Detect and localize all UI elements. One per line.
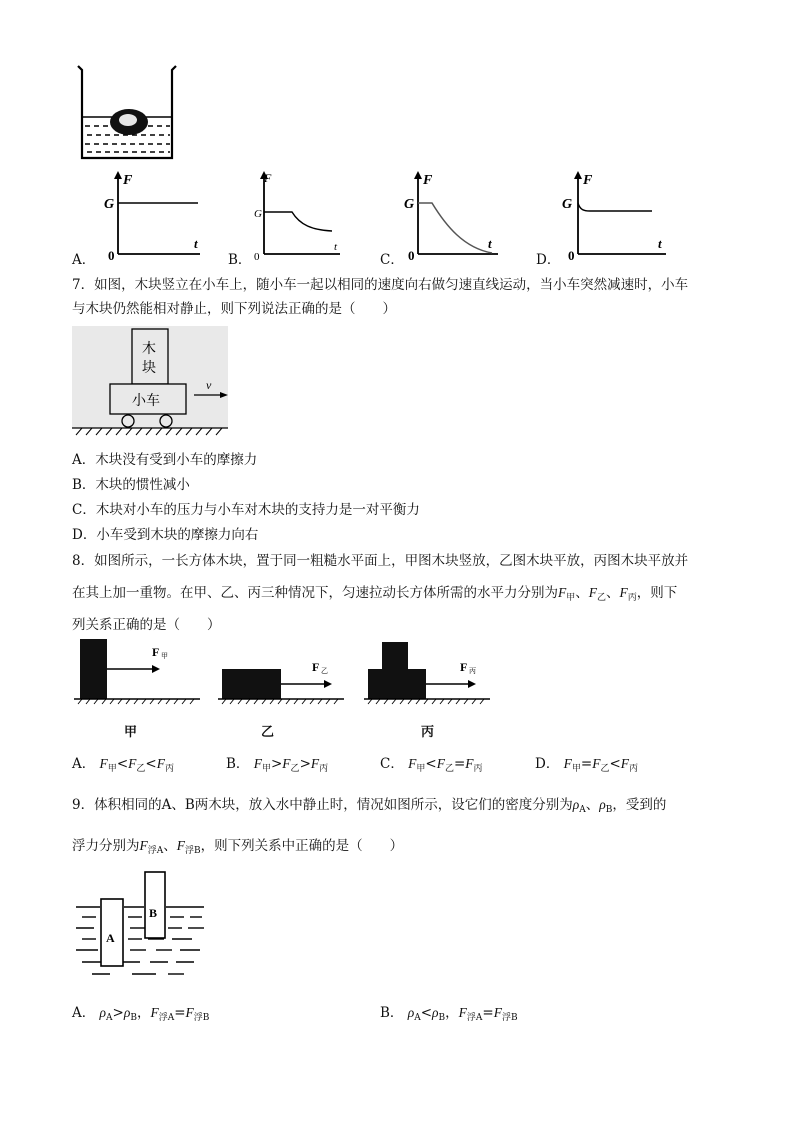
graph-t-label: t	[334, 241, 338, 253]
cart-label: 小车	[132, 394, 160, 409]
force-label: F	[312, 660, 320, 674]
q8-stem-line-2: 在其上加一重物。在甲、乙、丙三种情况下，匀速拉动长方体所需的水平力分别为$F_甲$、$F_乙$、$F_丙$，则下	[72, 585, 678, 603]
force-sub: 丙	[469, 667, 476, 675]
q7-option-a[interactable]: A．木块没有受到小车的摩擦力	[72, 452, 258, 468]
q8-fig-label-yi: 乙	[261, 724, 275, 739]
q8-fig-label-jia: 甲	[124, 724, 138, 739]
q9-stem-line-1: 9．体积相同的A、B两木块，放入水中静止时，情况如图所示，设它们的密度分别为$\rho_A$、$\rho_B$，受到的	[72, 797, 667, 815]
force-label: F	[460, 660, 468, 674]
graph-origin-label: 0	[408, 248, 415, 262]
q6-graph-a	[104, 170, 204, 262]
graph-f-label: F	[423, 173, 433, 188]
force-sub: 乙	[321, 667, 328, 675]
q8-option-c[interactable]: C． $F_甲<F_乙=F_丙$	[380, 756, 483, 774]
q6-beaker-figure	[72, 62, 186, 162]
graph-t-label: t	[488, 236, 492, 251]
q6-graph-b	[250, 170, 346, 262]
q8-option-a[interactable]: A． $F_甲<F_乙<F_丙$	[72, 756, 174, 774]
graph-origin-label: 0	[108, 248, 115, 262]
q8-option-b[interactable]: B． $F_甲>F_乙>F_丙$	[226, 756, 329, 774]
graph-origin-label: 0	[568, 248, 575, 262]
graph-f-label: F	[264, 171, 272, 185]
q8-stem-line-3: 列关系正确的是（ ）	[72, 617, 221, 633]
graph-t-label: t	[658, 236, 662, 251]
q7-option-b[interactable]: B．木块的惯性减小	[72, 477, 190, 493]
q9-option-a[interactable]: A． $\rho_A>\rho_B$，$F_{浮A}=F_{浮B}$	[72, 1005, 210, 1023]
block-a-label: A	[106, 931, 115, 945]
q8-stem-line-1: 8．如图所示，一长方体木块，置于同一粗糙水平面上，甲图木块竖放，乙图木块平放，丙图木块平放并	[72, 553, 689, 569]
q7-stem-line-1: 7．如图，木块竖立在小车上，随小车一起以相同的速度向右做匀速直线运动，当小车突然减速时，小车	[72, 277, 689, 293]
graph-origin-label: 0	[254, 251, 260, 262]
graph-g-label: G	[104, 197, 115, 212]
graph-g-label: G	[404, 197, 415, 212]
graph-f-label: F	[123, 173, 133, 188]
graph-f-label: F	[583, 173, 593, 188]
q8-option-d[interactable]: D． $F_甲=F_乙<F_丙$	[535, 756, 639, 774]
graph-g-label: G	[254, 208, 262, 220]
block-label-1: 木	[142, 342, 156, 357]
q6-option-d[interactable]: D．	[536, 252, 561, 268]
q7-stem-line-2: 与木块仍然能相对静止，则下列说法正确的是（ ）	[72, 301, 396, 317]
block-b-label: B	[149, 906, 158, 920]
force-label: F	[152, 645, 160, 659]
q9-floating-blocks-figure	[72, 870, 212, 982]
q6-option-c[interactable]: C．	[380, 252, 404, 268]
q6-graph-c	[402, 170, 502, 262]
q6-graph-d	[560, 170, 670, 262]
q6-option-b[interactable]: B．	[228, 252, 252, 268]
q9-stem-line-2: 浮力分别为$F_{浮A}$、$F_{浮B}$，则下列关系中正确的是（ ）	[72, 838, 404, 856]
q7-option-d[interactable]: D．小车受到木块的摩擦力向右	[72, 527, 259, 543]
q7-option-c[interactable]: C．木块对小车的压力与小车对木块的支持力是一对平衡力	[72, 502, 420, 518]
velocity-label: v	[206, 378, 212, 392]
q6-option-a[interactable]: A．	[72, 252, 96, 268]
q8-figure	[72, 636, 492, 708]
q9-option-b[interactable]: B． $\rho_A<\rho_B$，$F_{浮A}=F_{浮B}$	[380, 1005, 518, 1023]
graph-g-label: G	[562, 197, 573, 212]
q7-cart-figure	[72, 326, 230, 436]
block-label-2: 块	[142, 361, 156, 376]
q8-fig-label-bing: 丙	[421, 724, 435, 739]
force-sub: 甲	[161, 652, 168, 660]
graph-t-label: t	[194, 236, 198, 251]
